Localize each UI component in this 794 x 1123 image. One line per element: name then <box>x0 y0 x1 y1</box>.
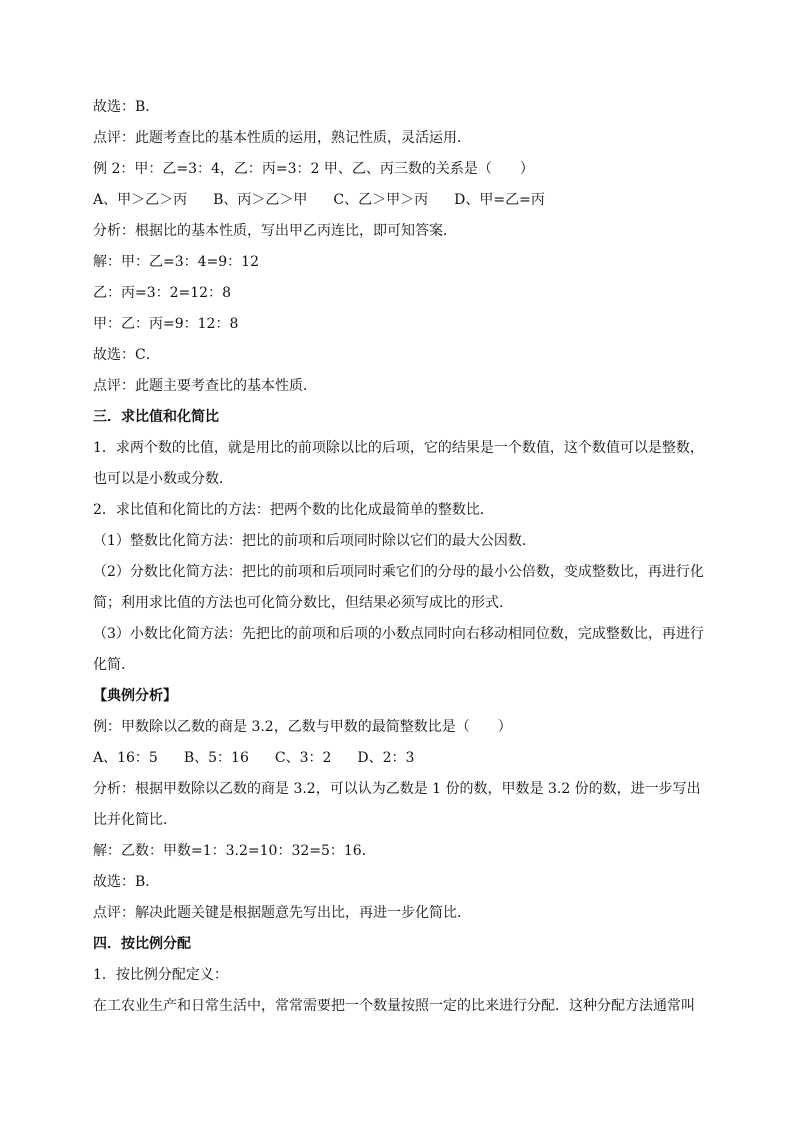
option-c: C、3：2 <box>274 750 332 766</box>
example-2-options <box>93 185 708 216</box>
option-d: D、2：3 <box>357 750 415 766</box>
example-solution: 解：乙数：甲数=1：3.2=10：32=5：16． <box>93 843 376 859</box>
option-a: A、16：5 <box>93 750 158 766</box>
example-comment: 点评：解决此题关键是根据题意先写出比，再进一步化简比． <box>93 905 471 921</box>
document-page <box>93 92 708 1022</box>
option-b: B、5：16 <box>183 750 249 766</box>
comment-line: 点评：此题主要考查比的基本性质． <box>93 378 317 394</box>
definition-title: 1．按比例分配定义： <box>93 967 228 983</box>
example-question: 例：甲数除以乙数的商是 3.2，乙数与甲数的最简整数比是（ ） <box>93 719 512 735</box>
option-d: D、甲=乙=丙 <box>454 192 545 208</box>
example-analysis-heading: 【典例分析】 <box>93 688 177 704</box>
definition-text: 在工农业生产和日常生活中，常常需要把一个数量按照一定的比来进行分配．这种分配方法通常叫 <box>93 998 695 1014</box>
answer-line: 故选：B． <box>93 99 160 115</box>
paragraph-ratio-value: 1．求两个数的比值，就是用比的前项除以比的后项，它的结果是一个数值，这个数值可以是整数，也可以是小数或分数． <box>93 440 704 487</box>
paragraph-decimal-ratio: （3）小数比化简方法：先把比的前项和后项的小数点同时向右移动相同位数，完成整数比，再进行化简． <box>93 626 704 673</box>
option-c: C、乙＞甲＞丙 <box>333 192 429 208</box>
option-a: A、甲＞乙＞丙 <box>93 192 188 208</box>
option-b: B、丙＞乙＞甲 <box>213 192 308 208</box>
solution-line-2: 乙：丙=3：2=12：8 <box>93 285 231 301</box>
section-heading-4: 四．按比例分配 <box>93 936 191 952</box>
answer-line: 故选：C． <box>93 347 160 363</box>
solution-line-1: 解：甲：乙=3：4=9：12 <box>93 254 259 270</box>
section-heading-3: 三．求比值和化简比 <box>93 409 219 425</box>
paragraph-integer-ratio: （1）整数比化简方法：把比的前项和后项同时除以它们的最大公因数． <box>93 533 536 549</box>
solution-line-3: 甲：乙：丙=9：12：8 <box>93 316 239 332</box>
comment-line: 点评：此题考查比的基本性质的运用，熟记性质，灵活运用． <box>93 130 471 146</box>
example-analysis: 分析：根据甲数除以乙数的商是 3.2，可以认为乙数是 1 份的数，甲数是 3.2 份的数，进一步写出比并化简比． <box>93 781 701 828</box>
paragraph-fraction-ratio: （2）分数比化简方法：把比的前项和后项同时乘它们的分母的最小公倍数，变成整数比，再进行化简；利用求比值的方法也可化简分数比，但结果必须写成比的形式． <box>93 564 704 611</box>
example-answer: 故选：B． <box>93 874 160 890</box>
paragraph-method: 2．求比值和化简比的方法：把两个数的比化成最简单的整数比． <box>93 502 494 518</box>
analysis-line: 分析：根据比的基本性质，写出甲乙丙连比，即可知答案． <box>93 223 457 239</box>
example-options <box>93 743 708 774</box>
example-2-question: 例 2：甲：乙=3：4，乙：丙=3：2 甲、乙、丙三数的关系是（ ） <box>93 161 534 177</box>
